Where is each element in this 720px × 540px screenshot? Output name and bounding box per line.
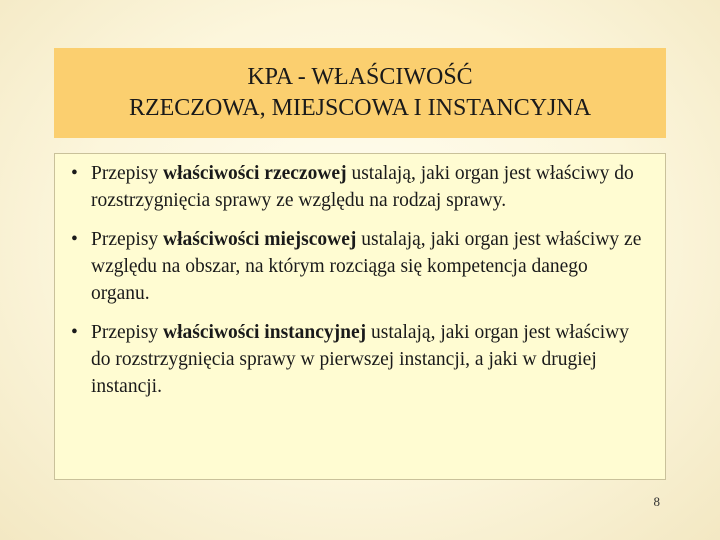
bullet-text — [91, 163, 634, 211]
bullet-prefix: Przepisy — [91, 322, 164, 343]
content-panel — [54, 153, 666, 480]
bullet-text — [91, 322, 629, 397]
bullet-item-rzeczowa — [71, 160, 651, 214]
page-number: 8 — [653, 494, 660, 509]
bullet-marker: • — [71, 322, 78, 343]
bullet-bold-term: właściwości instancyjnej — [163, 322, 367, 343]
bullet-suffix: ustalają, jaki organ jest właściwy do rozstrzygnięcia sprawy w pierwszej instancji, a jaki w drugiej instancji. — [91, 322, 629, 397]
bullet-suffix: ustalają, jaki organ jest właściwy do rozstrzygnięcia sprawy ze względu na rodzaj sprawy. — [91, 163, 634, 211]
bullet-item-miejscowa — [71, 226, 651, 307]
bullet-suffix: ustalają, jaki organ jest właściwy ze względu na obszar, na którym rozciąga się kompetencja danego organu. — [91, 229, 642, 304]
bullet-prefix: Przepisy — [91, 163, 164, 184]
bullet-text — [91, 229, 641, 304]
title-line-2: RZECZOWA, MIEJSCOWA I INSTANCYJNA — [128, 95, 592, 121]
bullet-marker: • — [71, 229, 78, 250]
bullet-marker: • — [71, 163, 78, 184]
bullet-bold-term: właściwości miejscowej — [163, 229, 357, 250]
title-line-1: KPA - WŁAŚCIWOŚĆ — [247, 64, 473, 90]
bullet-list — [55, 154, 665, 400]
slide-title — [54, 48, 666, 138]
bullet-prefix: Przepisy — [91, 229, 164, 250]
bullet-bold-term: właściwości rzeczowej — [163, 163, 347, 184]
bullet-item-instancyjna — [71, 319, 651, 400]
